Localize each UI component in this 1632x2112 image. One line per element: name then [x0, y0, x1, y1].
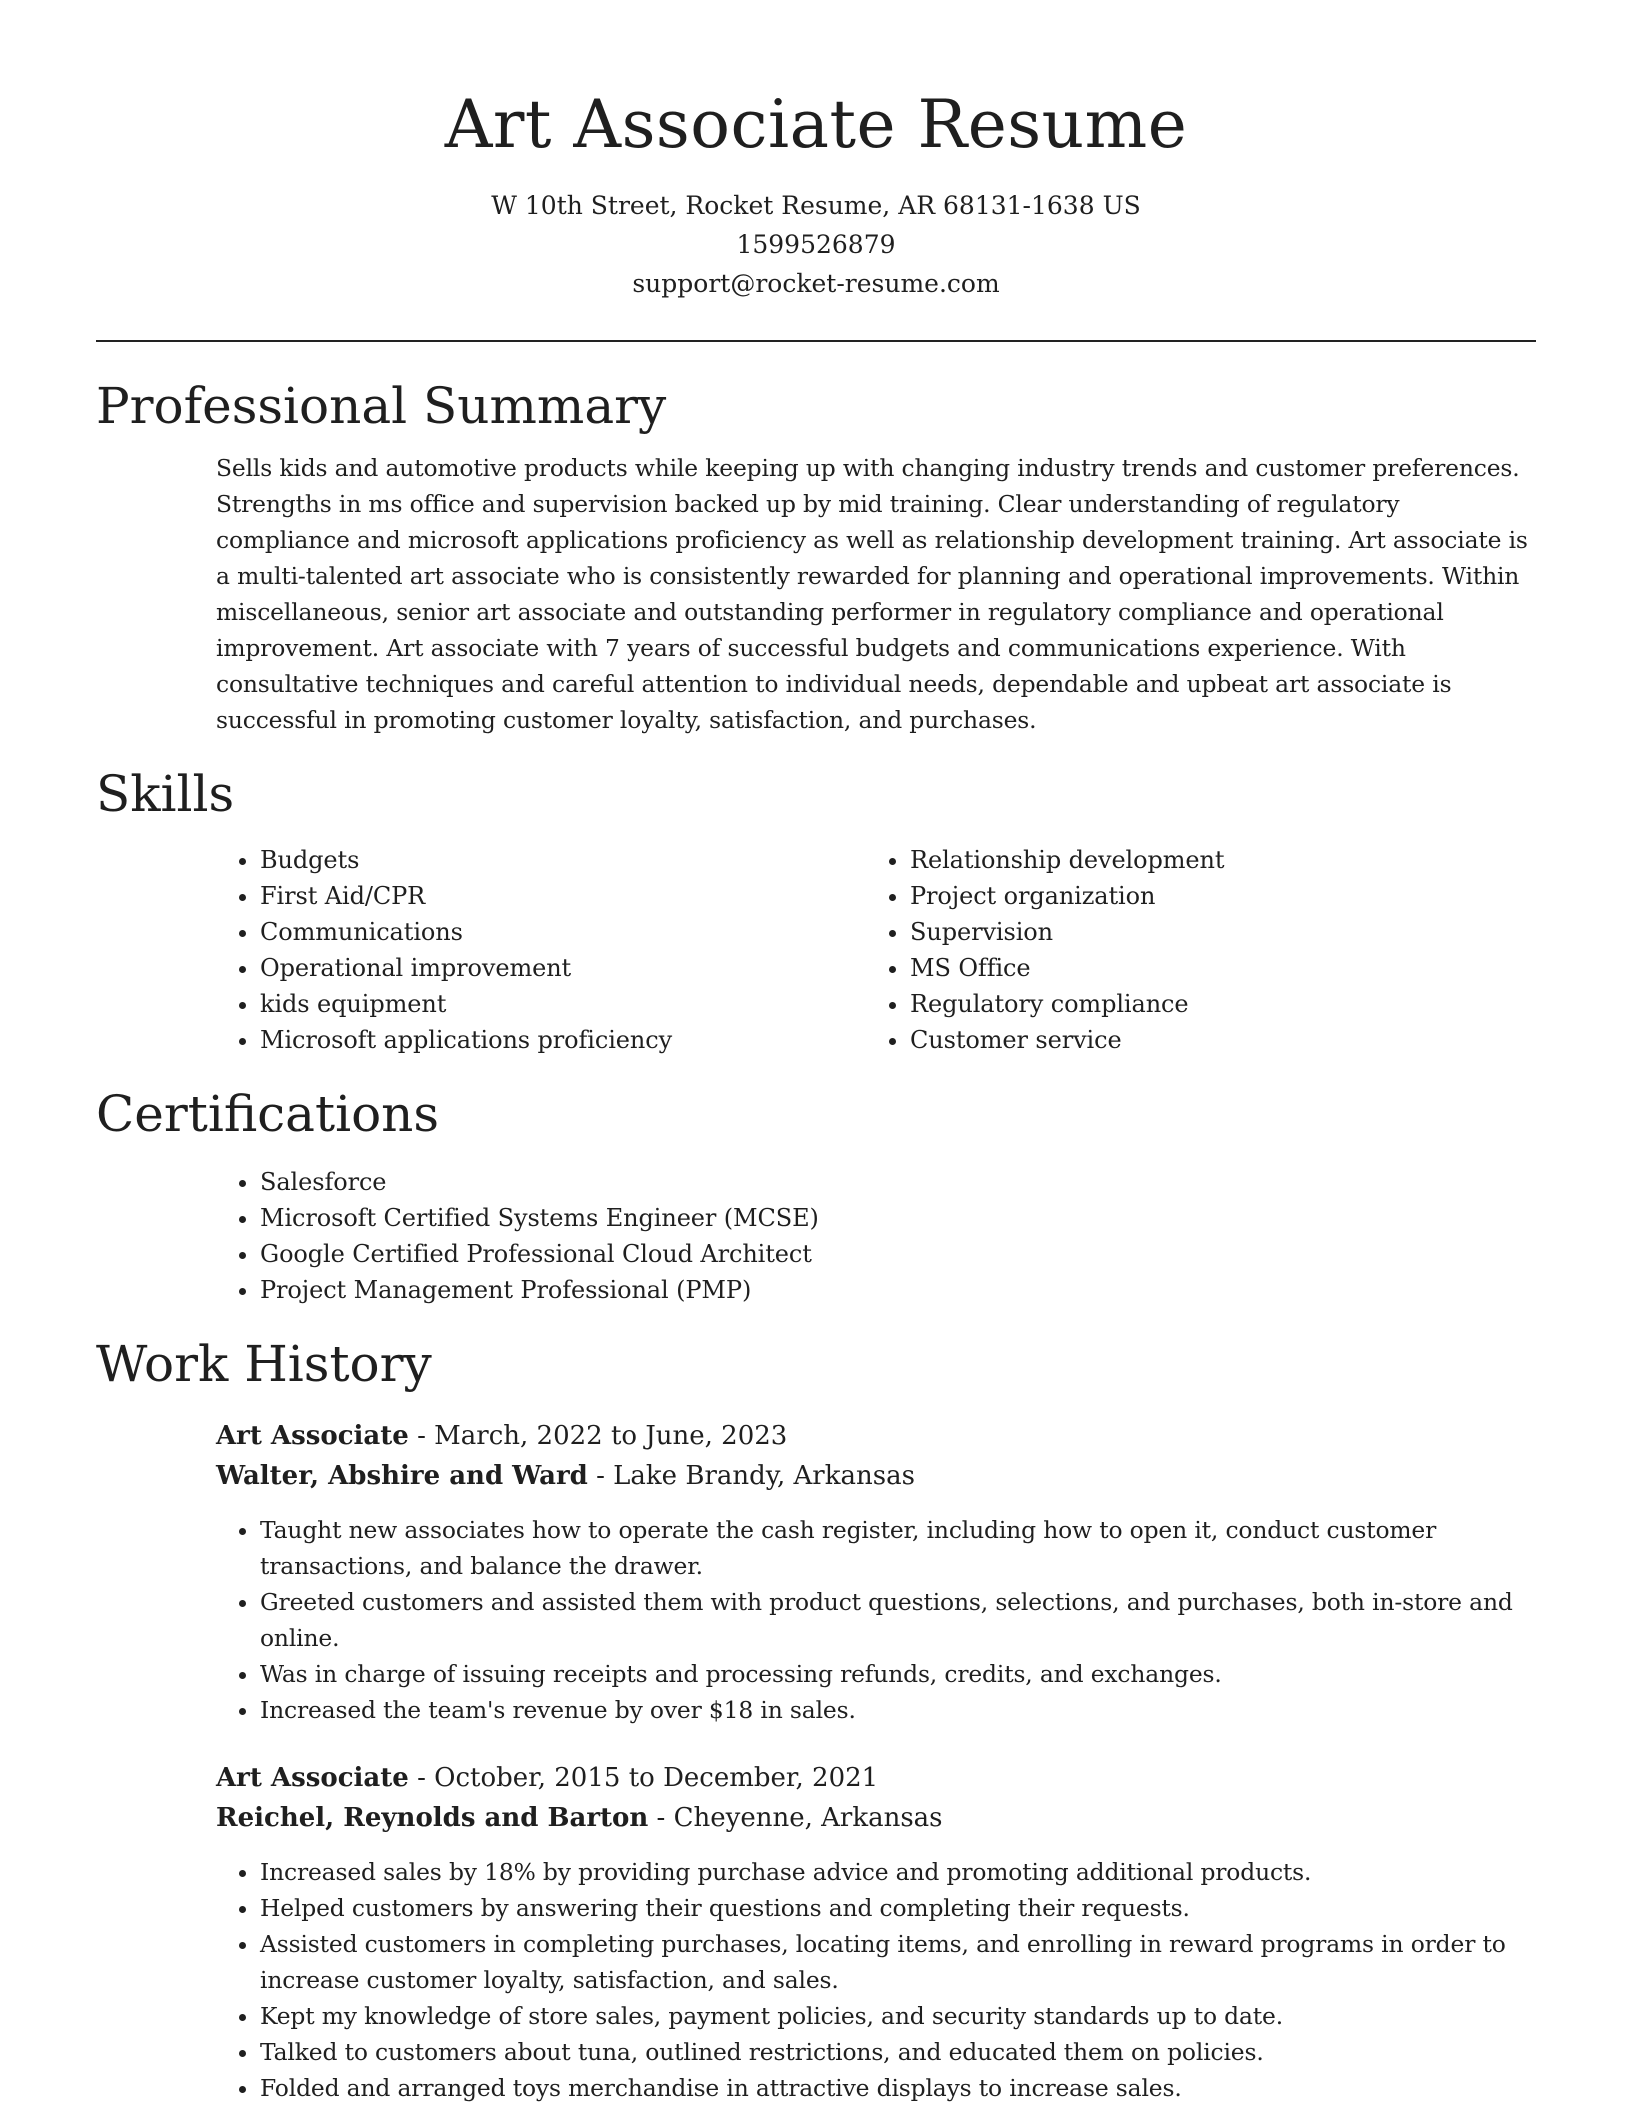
- skills-list-right: [866, 842, 1516, 1058]
- skill-item: • Operational improvement: [260, 950, 866, 986]
- contact-email: support@rocket-resume.com: [632, 269, 1000, 298]
- certification-item: • Microsoft Certified Systems Engineer (MCSE): [260, 1200, 1536, 1236]
- header-divider: [96, 340, 1536, 342]
- job-duty-item: • Talked to customers about tuna, outlined restrictions, and educated them on policies.: [260, 2034, 1536, 2070]
- summary-text: Sells kids and automotive products while keeping up with changing industry trends and customer preferences. Strengths in ms office and supervision backed up by mid training. Clear understanding of regulatory compliance and microsoft applications proficiency as well as relationship development training. Art associate is a multi-talented art associate who is consistently rewarded for planning and operational improvements. Within miscellaneous, senior art associate and outstanding performer in regulatory compliance and operational improvement. Art associate with 7 years of successful budgets and communications experience. With consultative techniques and careful attention to individual needs, dependable and upbeat art associate is successful in promoting customer loyalty, satisfaction, and purchases.: [216, 454, 1528, 734]
- skills-heading: Skills: [96, 765, 235, 823]
- contact-address: W 10th Street, Rocket Resume, AR 68131-1638 US: [491, 191, 1141, 220]
- certification-item: • Google Certified Professional Cloud Architect: [260, 1236, 1536, 1272]
- skill-item: • Relationship development: [910, 842, 1516, 878]
- job-role: Art Associate: [216, 1421, 409, 1451]
- job-duty-item: • Helped customers by answering their questions and completing their requests.: [260, 1890, 1536, 1926]
- job-title-line: [216, 1416, 1536, 1456]
- work-history-heading: Work History: [96, 1335, 432, 1393]
- skills-column-left: [216, 842, 866, 1058]
- job-duty-item: • Increased the team's revenue by over $18 in sales.: [260, 1692, 1536, 1728]
- job-duty-item: • Greeted customers and assisted them with product questions, selections, and purchases, both in-store and online.: [260, 1584, 1536, 1656]
- skill-item: • Customer service: [910, 1022, 1516, 1058]
- job-duties-list: [216, 1854, 1536, 2106]
- skill-item: • Project organization: [910, 878, 1516, 914]
- certifications-list: [216, 1164, 1536, 1308]
- job-duty-item: • Taught new associates how to operate the cash register, including how to open it, conduct customer transactions, and balance the drawer.: [260, 1512, 1536, 1584]
- skill-item: • Supervision: [910, 914, 1516, 950]
- skill-item: • MS Office: [910, 950, 1516, 986]
- skill-item: • Budgets: [260, 842, 866, 878]
- job-role: Art Associate: [216, 1763, 409, 1793]
- job-entry: [216, 1416, 1536, 1728]
- skills-section: [96, 764, 1536, 1058]
- job-duty-item: • Kept my knowledge of store sales, payment policies, and security standards up to date.: [260, 1998, 1536, 2034]
- skill-item: • kids equipment: [260, 986, 866, 1022]
- job-duty-item: • Folded and arranged toys merchandise in attractive displays to increase sales.: [260, 2070, 1536, 2106]
- job-location: - Lake Brandy, Arkansas: [587, 1461, 915, 1491]
- job-duties: [216, 1512, 1536, 1728]
- job-dates: - October, 2015 to December, 2021: [408, 1763, 879, 1793]
- certifications-heading: Certifications: [96, 1085, 440, 1143]
- job-duty-item: • Increased sales by 18% by providing purchase advice and promoting additional products.: [260, 1854, 1536, 1890]
- job-duties-list: [216, 1512, 1536, 1728]
- skill-item: • Regulatory compliance: [910, 986, 1516, 1022]
- job-duty-item: • Assisted customers in completing purchases, locating items, and enrolling in reward programs in order to increase customer loyalty, satisfaction, and sales.: [260, 1926, 1536, 1998]
- skills-columns: [216, 842, 1536, 1058]
- skill-item: • First Aid/CPR: [260, 878, 866, 914]
- certifications-list-wrap: [216, 1164, 1536, 1308]
- job-title-line: [216, 1758, 1536, 1798]
- job-company-line: [216, 1798, 1536, 1838]
- summary-section: [96, 376, 1536, 738]
- job-location: - Cheyenne, Arkansas: [648, 1803, 943, 1833]
- certification-item: • Project Management Professional (PMP): [260, 1272, 1536, 1308]
- summary-heading: Professional Summary: [96, 377, 667, 435]
- resume-header: [96, 0, 1536, 303]
- resume-title: Art Associate Resume: [444, 86, 1188, 163]
- job-entry: [216, 1758, 1536, 2106]
- skills-column-right: [866, 842, 1516, 1058]
- certifications-section: [96, 1084, 1536, 1308]
- work-history-section: [96, 1334, 1536, 2106]
- contact-phone: 1599526879: [736, 230, 896, 259]
- skills-list-left: [216, 842, 866, 1058]
- job-company-line: [216, 1456, 1536, 1496]
- job-duty-item: • Was in charge of issuing receipts and processing refunds, credits, and exchanges.: [260, 1656, 1536, 1692]
- skill-item: • Communications: [260, 914, 866, 950]
- job-company: Reichel, Reynolds and Barton: [216, 1803, 649, 1833]
- resume-page: [96, 0, 1536, 2106]
- skill-item: • Microsoft applications proficiency: [260, 1022, 866, 1058]
- job-dates: - March, 2022 to June, 2023: [408, 1421, 788, 1451]
- job-duties: [216, 1854, 1536, 2106]
- contact-info: [96, 186, 1536, 303]
- job-company: Walter, Abshire and Ward: [216, 1461, 588, 1491]
- certification-item: • Salesforce: [260, 1164, 1536, 1200]
